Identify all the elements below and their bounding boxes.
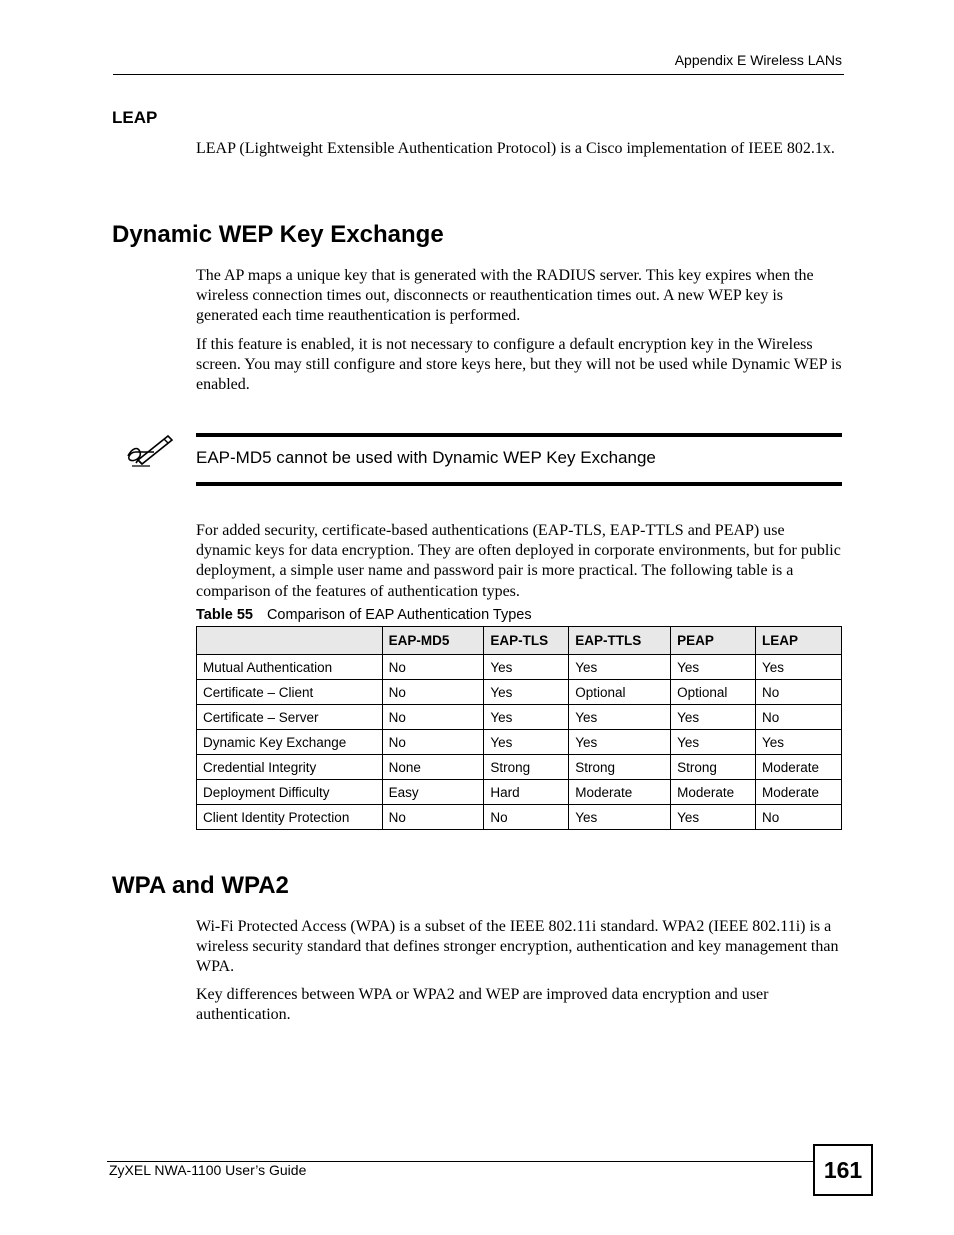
table-cell: Yes (671, 730, 756, 755)
eap-comparison-table (196, 626, 842, 830)
dynamic-wep-paragraph-2: If this feature is enabled, it is not necessary to configure a default encryption key in the Wireless screen. You may still configure and store keys here, but they will not be used while Dynamic WEP is enabled. (196, 336, 842, 394)
table-cell: Yes (569, 730, 671, 755)
table-row (197, 730, 842, 755)
table-cell: Strong (671, 755, 756, 780)
table-cell: No (382, 680, 484, 705)
table-header-cell: PEAP (671, 627, 756, 655)
note-rule-top (196, 433, 842, 437)
table-cell: Yes (756, 655, 842, 680)
wpa-heading: WPA and WPA2 (112, 872, 289, 899)
running-header: Appendix E Wireless LANs (674, 52, 842, 68)
table-cell: Yes (484, 730, 569, 755)
table-cell: Strong (569, 755, 671, 780)
table-cell: Moderate (671, 780, 756, 805)
table-cell: Client Identity Protection (197, 805, 383, 830)
table-cell: None (382, 755, 484, 780)
table-cell: Moderate (569, 780, 671, 805)
table-row (197, 755, 842, 780)
table-row (197, 655, 842, 680)
table-cell: Yes (569, 705, 671, 730)
page-number: 161 (813, 1144, 873, 1196)
wpa-paragraph-2: Key differences between WPA or WPA2 and WEP are improved data encryption and user authentication. (196, 986, 769, 1024)
table-cell: Yes (484, 705, 569, 730)
table-cell: Yes (671, 805, 756, 830)
wpa-paragraph-1: Wi-Fi Protected Access (WPA) is a subset of the IEEE 802.11i standard. WPA2 (IEEE 802.11i) is a wireless security standard that defines stronger encryption, authentication and key management than WPA. (196, 918, 839, 976)
table-cell: No (756, 705, 842, 730)
table-cell: Yes (569, 655, 671, 680)
table-cell: Optional (569, 680, 671, 705)
table-cell: Mutual Authentication (197, 655, 383, 680)
table-cell: Deployment Difficulty (197, 780, 383, 805)
table-header-cell (197, 627, 383, 655)
table-header-cell: EAP-MD5 (382, 627, 484, 655)
table-row (197, 805, 842, 830)
table-row (197, 680, 842, 705)
table-cell: No (756, 805, 842, 830)
dynamic-wep-paragraph-1: The AP maps a unique key that is generated with the RADIUS server. This key expires when the wireless connection times out, disconnects or reauthentication times out. A new WEP key is generated each time reauthentication is performed. (196, 267, 814, 325)
pencil-note-icon (124, 430, 174, 470)
table-cell: Strong (484, 755, 569, 780)
leap-heading: LEAP (112, 108, 158, 127)
table-cell: Yes (756, 730, 842, 755)
table-header-cell: LEAP (756, 627, 842, 655)
note-rule-bottom (196, 482, 842, 486)
leap-paragraph: LEAP (Lightweight Extensible Authentication Protocol) is a Cisco implementation of IEEE 802.1x. (196, 140, 835, 157)
table-cell: No (382, 705, 484, 730)
table-header-row (197, 627, 842, 655)
table-cell: Certificate – Server (197, 705, 383, 730)
table-cell: Yes (484, 680, 569, 705)
table-cell: Optional (671, 680, 756, 705)
dynamic-wep-paragraph-3: For added security, certificate-based authentications (EAP-TLS, EAP-TTLS and PEAP) use dynamic keys for data encryption. They are often deployed in corporate environments, but for public deployment, a simple user name and password pair is more practical. The following table is a comparison of the features of authentication types. (196, 522, 841, 600)
table-row (197, 780, 842, 805)
table-cell: Yes (671, 655, 756, 680)
table-cell: No (382, 730, 484, 755)
table-cell: Moderate (756, 755, 842, 780)
table-cell: No (484, 805, 569, 830)
table-cell: Hard (484, 780, 569, 805)
table-cell: No (756, 680, 842, 705)
table-cell: Dynamic Key Exchange (197, 730, 383, 755)
table-header-cell: EAP-TTLS (569, 627, 671, 655)
table-cell: No (382, 805, 484, 830)
table-cell: Credential Integrity (197, 755, 383, 780)
table-cell: Yes (671, 705, 756, 730)
table-caption-number: Table 55 (196, 607, 253, 623)
table-cell: Yes (569, 805, 671, 830)
table-caption-title: Comparison of EAP Authentication Types (266, 607, 532, 623)
note-text: EAP-MD5 cannot be used with Dynamic WEP Key Exchange (196, 448, 656, 467)
table-cell: Moderate (756, 780, 842, 805)
table-cell: Easy (382, 780, 484, 805)
table-row (197, 705, 842, 730)
table-cell: Certificate – Client (197, 680, 383, 705)
table-caption (196, 607, 532, 623)
table-cell: Yes (484, 655, 569, 680)
header-rule (113, 74, 844, 75)
footer-guide-title: ZyXEL NWA-1100 User’s Guide (109, 1162, 307, 1178)
dynamic-wep-heading: Dynamic WEP Key Exchange (112, 221, 444, 248)
table-cell: No (382, 655, 484, 680)
table-header-cell: EAP-TLS (484, 627, 569, 655)
